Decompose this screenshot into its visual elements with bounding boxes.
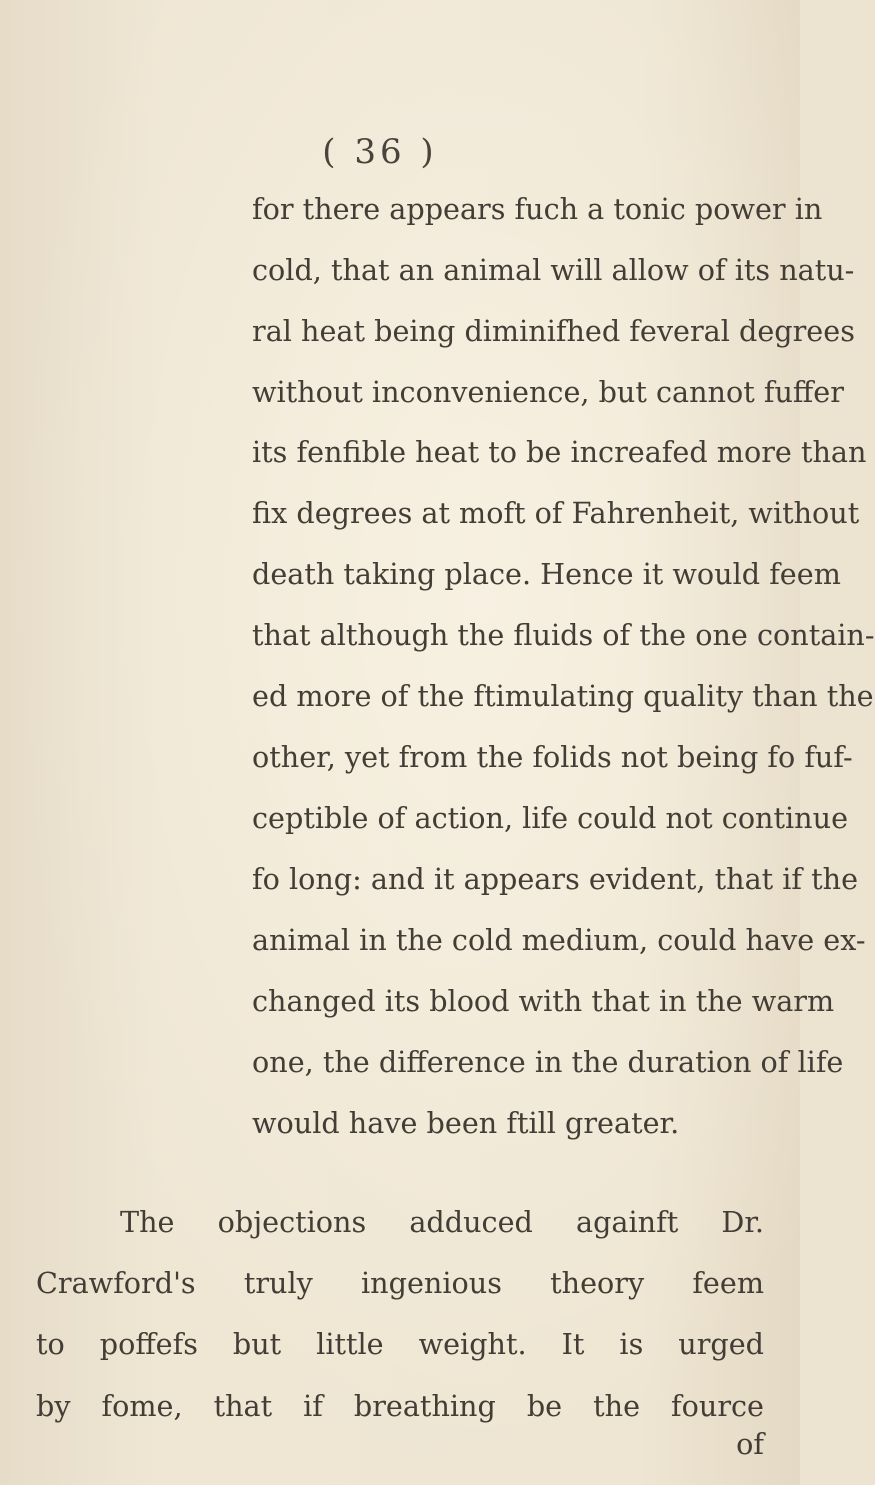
text-line: The objections adduced againft Dr. <box>120 1204 764 1239</box>
text-line: to poffefs but little weight. It is urged <box>36 1327 764 1362</box>
text-line: fix degrees at moft of Fahrenheit, without <box>252 496 860 531</box>
page-number: ( 36 ) <box>322 132 438 172</box>
text-line: would have been ftill greater. <box>252 1105 680 1140</box>
text-line: one, the difference in the duration of life <box>252 1044 844 1079</box>
text-line: death taking place. Hence it would feem <box>252 557 841 592</box>
text-line: its fenfible heat to be increafed more than <box>252 435 867 470</box>
text-line: without inconvenience, but cannot fuffer <box>252 374 844 409</box>
text-line: changed its blood with that in the warm <box>252 983 835 1018</box>
text-line: that although the fluids of the one contain- <box>252 618 875 653</box>
text-line: by fome, that if breathing be the fource <box>36 1388 764 1423</box>
text-line: other, yet from the folids not being fo fuf- <box>252 740 853 775</box>
text-line: ceptible of action, life could not continue <box>252 801 849 836</box>
text-line: for there appears fuch a tonic power in <box>252 191 823 226</box>
text-line: fo long: and it appears evident, that if the <box>252 861 859 896</box>
catchword: of <box>736 1427 764 1462</box>
text-line: ral heat being diminifhed feveral degrees <box>252 313 855 348</box>
text-line: animal in the cold medium, could have ex- <box>252 922 866 957</box>
text-line: Crawford's truly ingenious theory feem <box>36 1265 764 1300</box>
text-line: cold, that an animal will allow of its natu- <box>252 252 855 287</box>
text-line: ed more of the ftimulating quality than the <box>252 679 874 714</box>
